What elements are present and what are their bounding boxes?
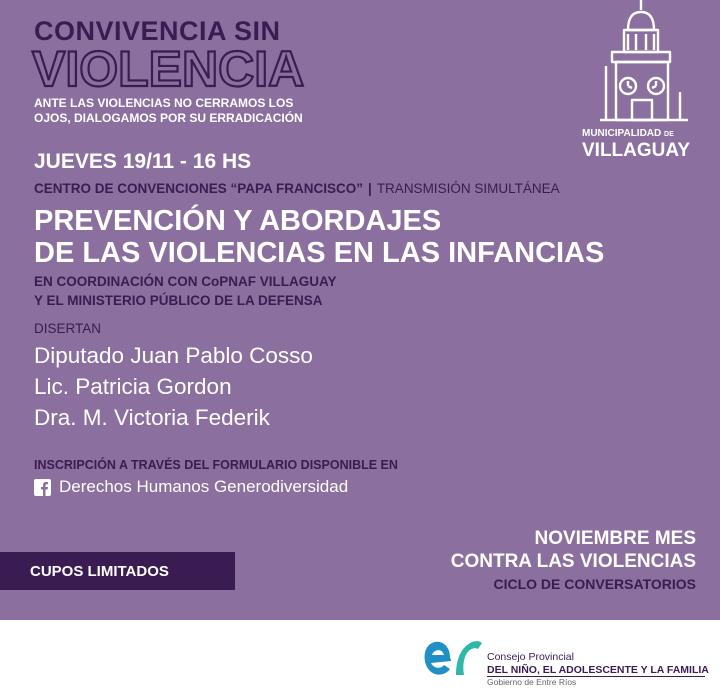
municipality-label-de: DE: [664, 131, 674, 138]
headline-convivencia: CONVIVENCIA SIN: [34, 16, 281, 46]
transmission-label: TRANSMISIÓN SIMULTÁNEA: [376, 181, 560, 196]
headline-violencia: [30, 44, 310, 97]
venue-name: CENTRO DE CONVENCIONES “PAPA FRANCISCO”: [34, 181, 364, 196]
er-logo: [420, 635, 484, 687]
event-venue: [34, 181, 560, 196]
coordination-line-2: Y EL MINISTERIO PÚBLICO DE LA DEFENSA: [34, 293, 323, 308]
speaker-item: Lic. Patricia Gordon: [34, 374, 232, 399]
org-government: Gobierno de Entre Ríos: [487, 677, 577, 687]
speaker-item: Dra. M. Victoria Federik: [34, 405, 270, 430]
municipality-label-main: MUNICIPALIDAD: [582, 128, 662, 139]
footer-bar: [0, 620, 720, 698]
limited-seats-label: CUPOS LIMITADOS: [30, 563, 169, 580]
coordination-text: [34, 272, 337, 310]
speakers-label: DISERTAN: [34, 321, 102, 336]
municipality-label: [582, 128, 674, 139]
org-name-line-1: Consejo Provincial: [487, 651, 574, 663]
campaign-block: [451, 527, 696, 595]
tagline-line-2: OJOS, DIALOGAMOS POR SU ERRADICACIÓN: [34, 111, 303, 125]
campaign-line-1: NOVIEMBRE MES: [534, 528, 696, 549]
facebook-icon: [34, 479, 51, 496]
campaign-line-3: CICLO DE CONVERSATORIOS: [493, 576, 696, 592]
municipality-name: VILLAGUAY: [582, 140, 691, 161]
speaker-item: Diputado Juan Pablo Cosso: [34, 343, 313, 368]
violencia-outline-text: VIOLENCIA: [32, 44, 305, 92]
venue-separator: |: [368, 181, 372, 196]
tagline-line-1: ANTE LAS VIOLENCIAS NO CERRAMOS LOS: [34, 96, 294, 110]
org-name-line-2: DEL NIÑO, EL ADOLESCENTE Y LA FAMILIA: [487, 664, 709, 676]
event-title-line-2: DE LAS VIOLENCIAS EN LAS INFANCIAS: [34, 237, 605, 269]
facebook-page-name: Derechos Humanos Generodiversidad: [59, 477, 349, 496]
tagline: [34, 96, 303, 126]
coordination-line-1: EN COORDINACIÓN CON CoPNAF VILLAGUAY: [34, 274, 337, 289]
limited-seats-badge: [0, 552, 235, 590]
speakers-list: [34, 340, 313, 433]
campaign-line-2: CONTRA LAS VIOLENCIAS: [450, 551, 696, 572]
registration-label: INSCRIPCIÓN A TRAVÉS DEL FORMULARIO DISPONIBLE EN: [34, 458, 398, 472]
event-date: JUEVES 19/11 - 16 HS: [34, 150, 252, 173]
event-title: [34, 205, 604, 269]
event-title-line-1: PREVENCIÓN Y ABORDAJES: [34, 205, 442, 237]
facebook-link[interactable]: [34, 477, 348, 497]
